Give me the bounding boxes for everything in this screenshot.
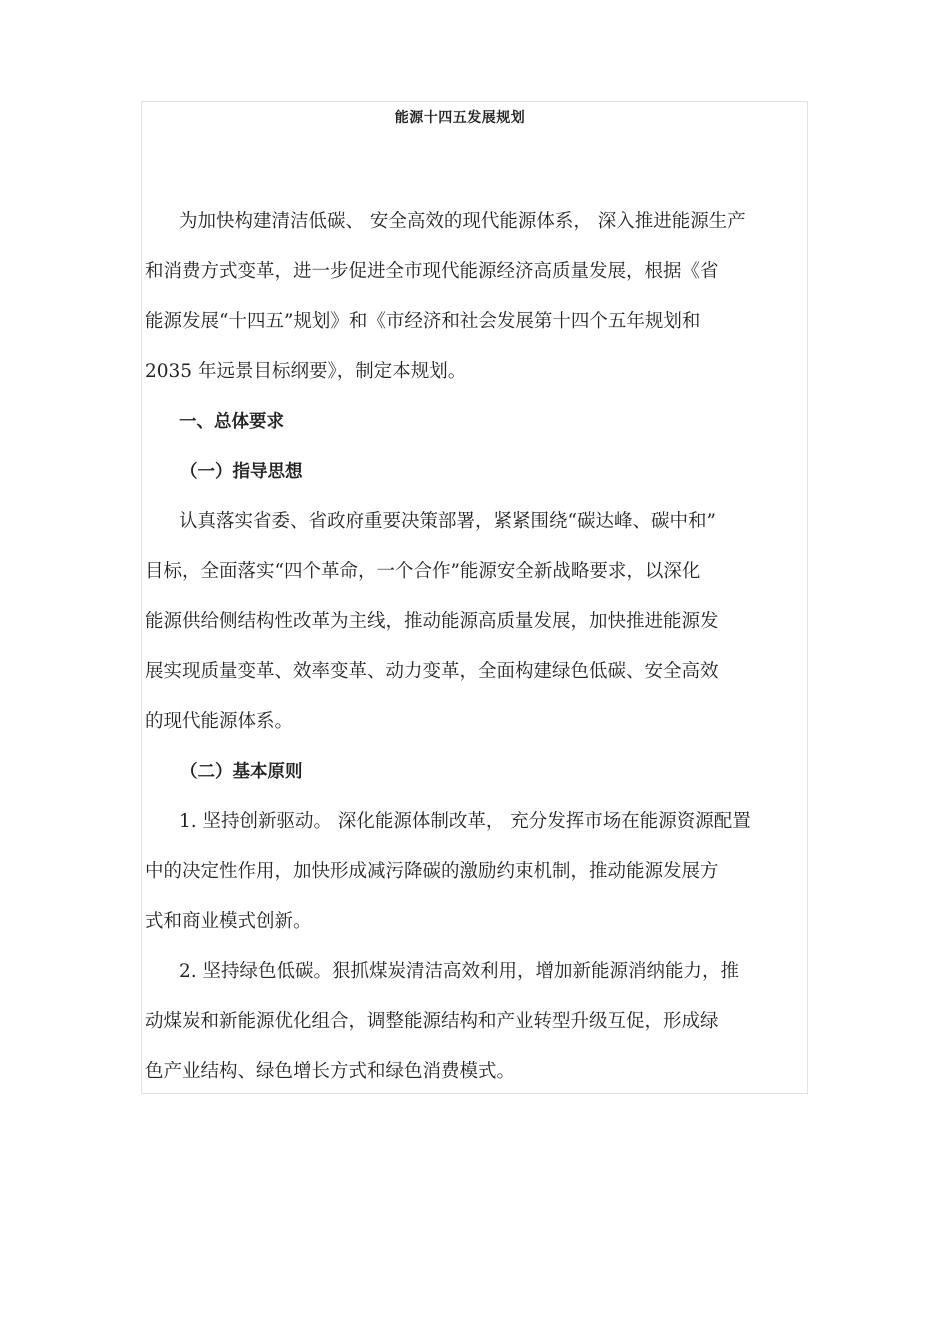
subsection-heading: （一）指导思想	[180, 462, 303, 482]
intro-paragraph-line: 2035 年远景目标纲要》，制定本规划。	[145, 361, 467, 382]
principle-paragraph-line: 2. 坚持绿色低碳。狠抓煤炭清洁高效利用，增加新能源消纳能力，推	[179, 961, 740, 982]
principle-paragraph-line: 中的决定性作用，加快形成减污降碳的激励约束机制，推动能源发展方	[145, 861, 719, 882]
principle-paragraph-line: 动煤炭和新能源优化组合，调整能源结构和产业转型升级互促，形成绿	[145, 1011, 719, 1032]
guiding-paragraph-line: 的现代能源体系。	[145, 711, 294, 732]
guiding-paragraph-line: 认真落实省委、省政府重要决策部署，紧紧围绕“碳达峰、碳中和”	[179, 511, 716, 532]
document-frame	[141, 101, 808, 1094]
principle-paragraph-line: 1. 坚持创新驱动。 深化能源体制改革， 充分发挥市场在能源资源配置	[179, 811, 751, 832]
principle-paragraph-line: 色产业结构、绿色增长方式和绿色消费模式。	[145, 1061, 516, 1082]
section-heading: 一、总体要求	[179, 412, 284, 432]
intro-paragraph-line: 能源发展“十四五”规划》和《市经济和社会发展第十四个五年规划和	[145, 311, 701, 332]
guiding-paragraph-line: 目标，全面落实“四个革命，一个合作”能源安全新战略要求，以深化	[145, 561, 701, 582]
guiding-paragraph-line: 展实现质量变革、效率变革、动力变革，全面构建绿色低碳、安全高效	[145, 661, 719, 682]
principle-paragraph-line: 式和商业模式创新。	[145, 911, 312, 932]
guiding-paragraph-line: 能源供给侧结构性改革为主线，推动能源高质量发展，加快推进能源发	[145, 611, 719, 632]
intro-paragraph-line: 和消费方式变革，进一步促进全市现代能源经济高质量发展，根据《省	[145, 261, 719, 282]
document-title: 能源十四五发展规划	[394, 110, 526, 126]
intro-paragraph-line: 为加快构建清洁低碳、 安全高效的现代能源体系， 深入推进能源生产	[179, 211, 746, 232]
subsection-heading: （二）基本原则	[180, 762, 303, 782]
